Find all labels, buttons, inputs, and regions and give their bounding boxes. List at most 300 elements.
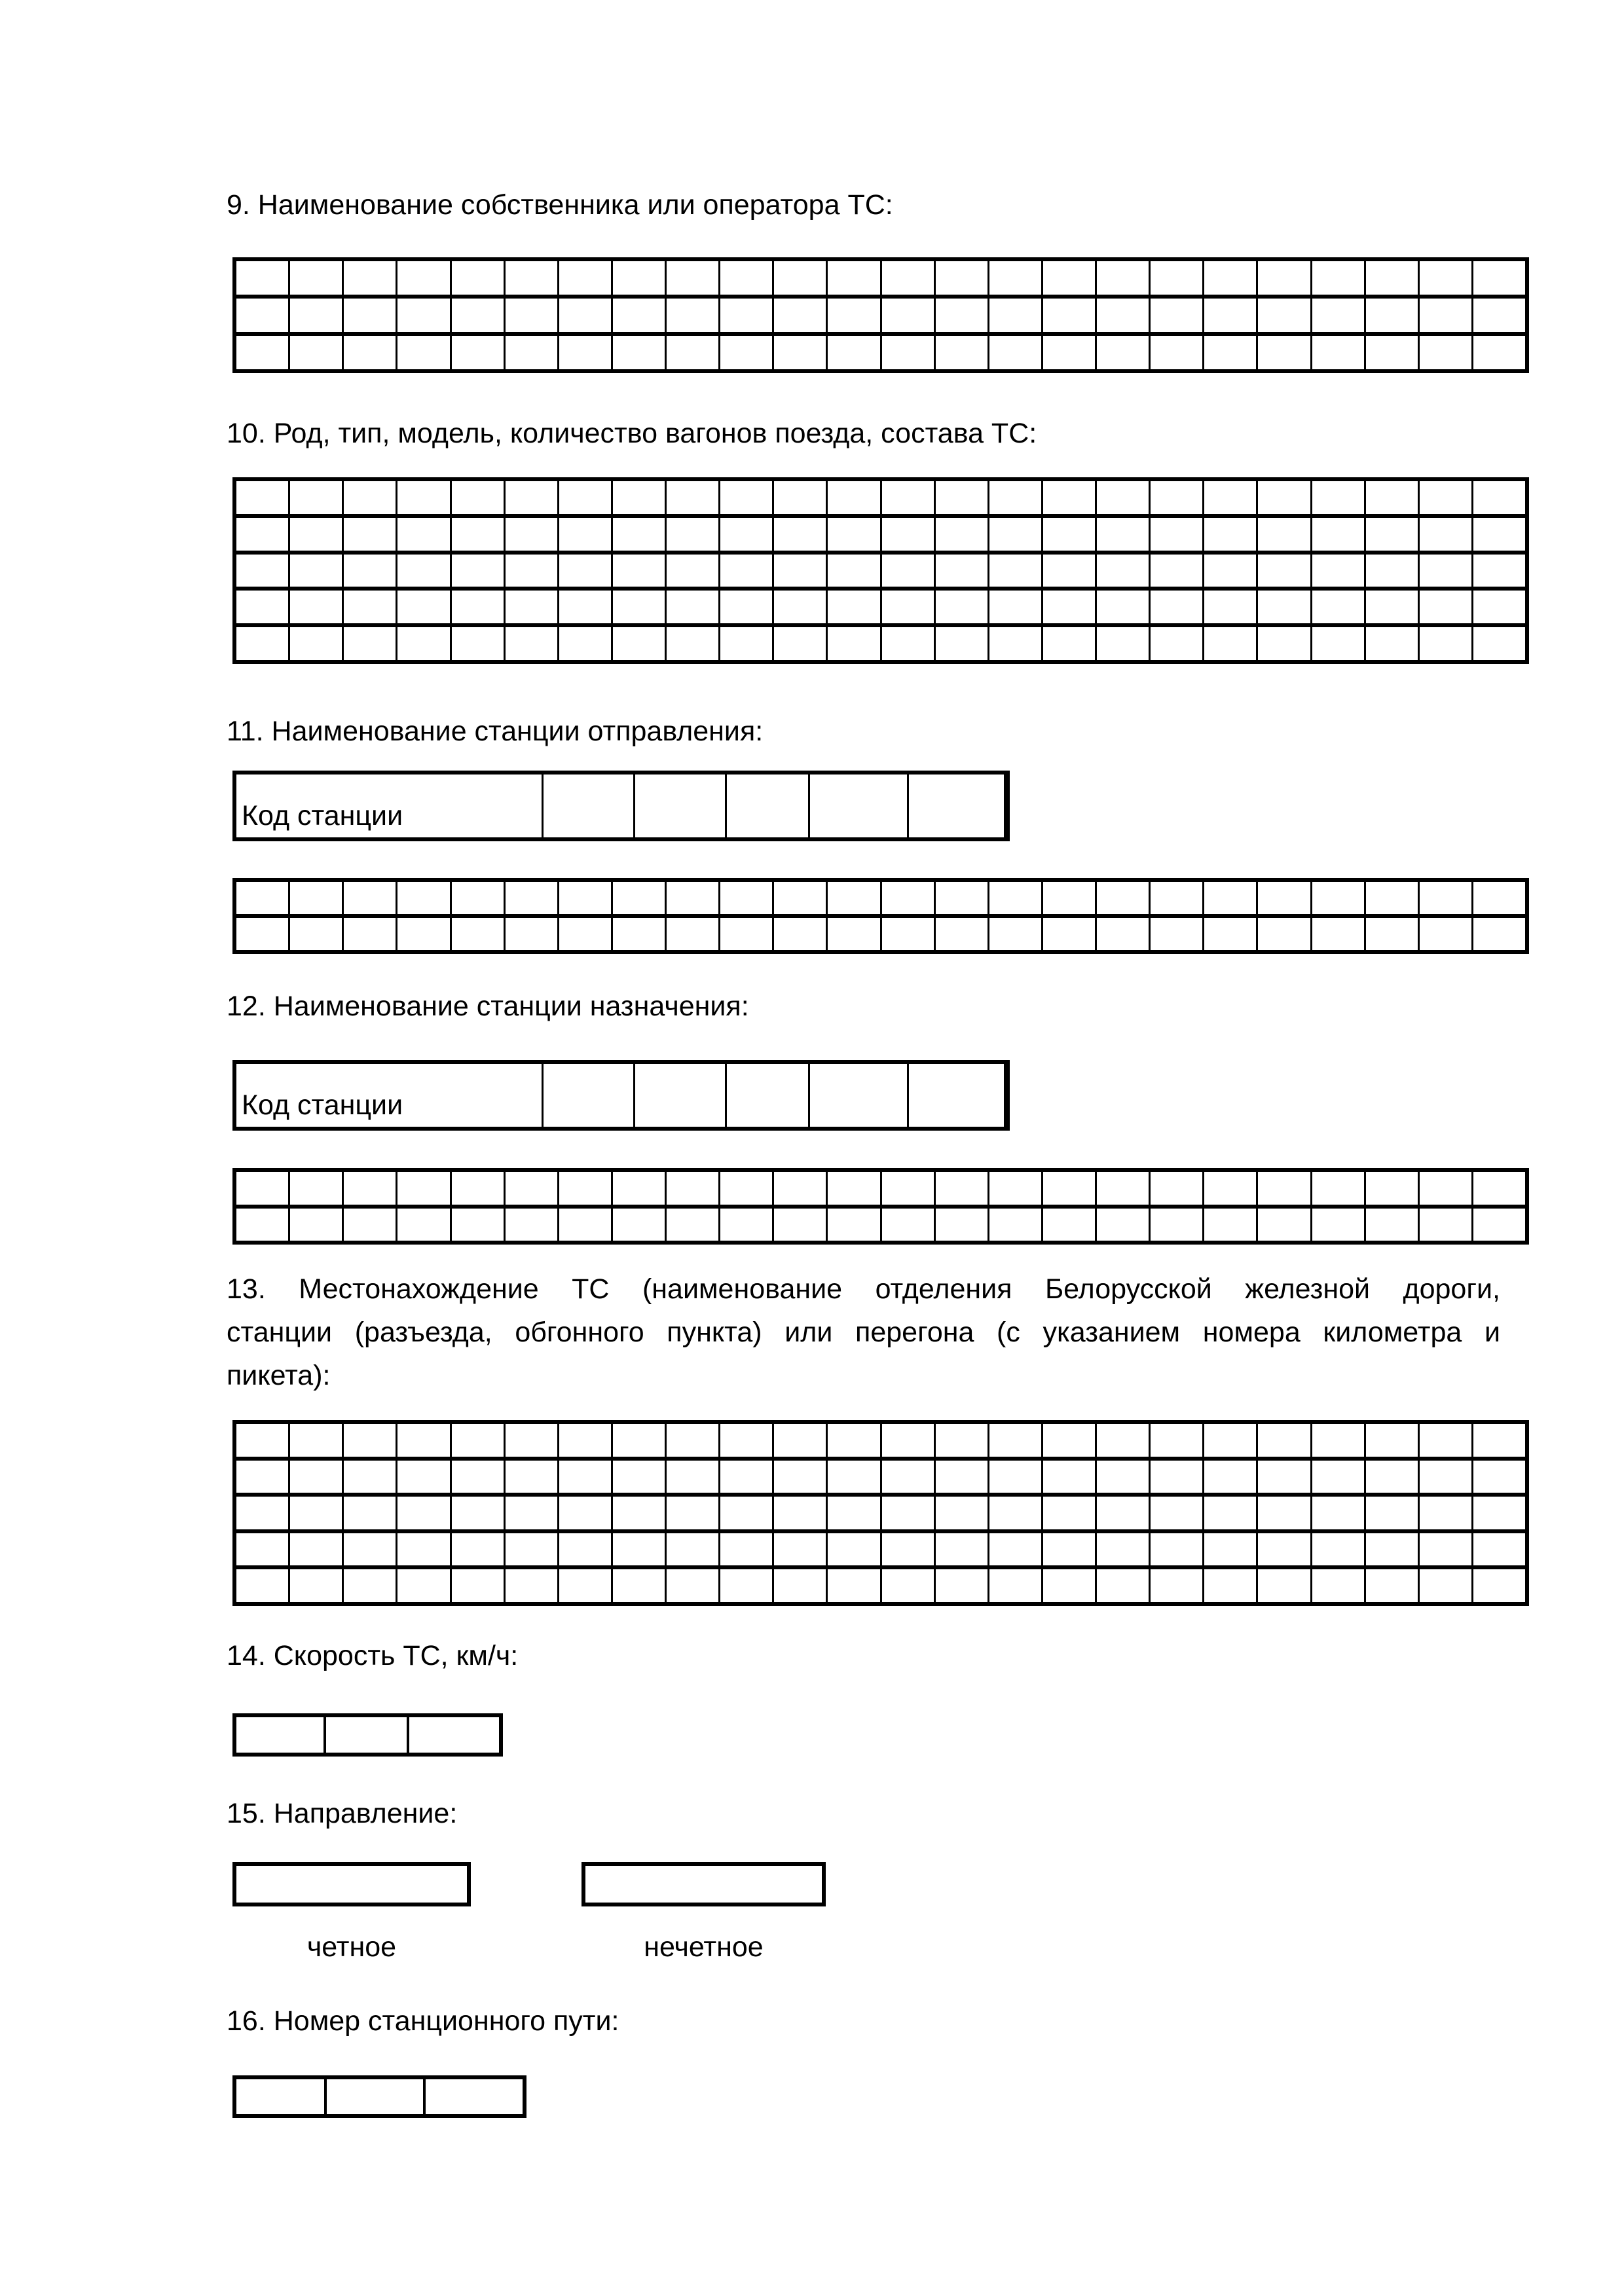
char-cell[interactable] [1473, 1209, 1525, 1241]
char-cell[interactable] [1420, 1497, 1471, 1529]
char-cell[interactable] [828, 555, 879, 587]
char-cell[interactable] [1258, 1569, 1310, 1602]
char-cell[interactable] [989, 336, 1041, 369]
char-cell[interactable] [667, 1569, 718, 1602]
char-cell[interactable] [1204, 261, 1256, 295]
char-cell[interactable] [1420, 918, 1471, 950]
char-cell[interactable] [397, 1533, 449, 1566]
char-cell[interactable] [559, 882, 611, 914]
char-cell[interactable] [236, 481, 288, 514]
station-code-cell[interactable] [727, 774, 808, 837]
char-cell[interactable] [397, 518, 449, 551]
char-cell[interactable] [1043, 336, 1095, 369]
char-cell[interactable] [506, 336, 557, 369]
char-cell[interactable] [1366, 591, 1418, 623]
char-cell[interactable] [506, 1497, 557, 1529]
char-cell[interactable] [559, 1533, 611, 1566]
char-cell[interactable] [1420, 882, 1471, 914]
char-cell[interactable] [452, 1209, 504, 1241]
char-cell[interactable] [613, 299, 665, 332]
char-cell[interactable] [720, 1172, 772, 1205]
char-cell[interactable] [1151, 481, 1202, 514]
char-cell[interactable] [936, 481, 987, 514]
item11-station-code-box[interactable] [232, 771, 1010, 841]
char-cell[interactable] [1258, 1172, 1310, 1205]
char-cell[interactable] [613, 555, 665, 587]
char-cell[interactable] [236, 918, 288, 950]
char-cell[interactable] [989, 299, 1041, 332]
char-cell[interactable] [1097, 627, 1149, 660]
char-cell[interactable] [936, 336, 987, 369]
char-cell[interactable] [936, 261, 987, 295]
char-cell[interactable] [613, 261, 665, 295]
char-cell[interactable] [667, 1533, 718, 1566]
char-cell[interactable] [720, 882, 772, 914]
char-cell[interactable] [290, 627, 342, 660]
char-cell[interactable] [1258, 1424, 1310, 1457]
char-cell[interactable] [236, 336, 288, 369]
char-cell[interactable] [774, 261, 826, 295]
char-cell[interactable] [1366, 336, 1418, 369]
char-cell[interactable] [720, 299, 772, 332]
char-cell[interactable] [613, 336, 665, 369]
char-cell[interactable] [452, 299, 504, 332]
char-cell[interactable] [667, 555, 718, 587]
char-cell[interactable] [344, 918, 396, 950]
char-cell[interactable] [667, 261, 718, 295]
char-cell[interactable] [720, 518, 772, 551]
char-cell[interactable] [236, 1497, 288, 1529]
char-cell[interactable] [1258, 336, 1310, 369]
char-cell[interactable] [1420, 1533, 1471, 1566]
char-cell[interactable] [1473, 918, 1525, 950]
char-cell[interactable] [1366, 1209, 1418, 1241]
char-cell[interactable] [397, 918, 449, 950]
char-cell[interactable] [506, 481, 557, 514]
char-cell[interactable] [1258, 555, 1310, 587]
char-cell[interactable] [882, 627, 934, 660]
char-cell[interactable] [936, 299, 987, 332]
char-cell[interactable] [828, 1497, 879, 1529]
char-cell[interactable] [397, 336, 449, 369]
char-cell[interactable] [1043, 591, 1095, 623]
char-cell[interactable] [828, 1209, 879, 1241]
char-cell[interactable] [236, 627, 288, 660]
char-cell[interactable] [1097, 518, 1149, 551]
char-cell[interactable] [1151, 918, 1202, 950]
char-cell[interactable] [236, 1533, 288, 1566]
char-cell[interactable] [613, 1209, 665, 1241]
char-cell[interactable] [1043, 1461, 1095, 1493]
char-cell[interactable] [936, 1424, 987, 1457]
char-cell[interactable] [290, 336, 342, 369]
char-cell[interactable] [559, 1172, 611, 1205]
char-cell[interactable] [1043, 518, 1095, 551]
char-cell[interactable] [397, 1172, 449, 1205]
char-cell[interactable] [1473, 1497, 1525, 1529]
char-cell[interactable] [1258, 261, 1310, 295]
char-cell[interactable] [559, 518, 611, 551]
char-cell[interactable] [989, 1497, 1041, 1529]
char-cell[interactable] [989, 1209, 1041, 1241]
char-cell[interactable] [1258, 299, 1310, 332]
char-cell[interactable] [1043, 1209, 1095, 1241]
item14-speed-box[interactable] [232, 1713, 503, 1757]
char-cell[interactable] [1043, 1172, 1095, 1205]
char-cell[interactable] [989, 882, 1041, 914]
char-cell[interactable] [1043, 882, 1095, 914]
char-cell[interactable] [1097, 882, 1149, 914]
char-cell[interactable] [290, 299, 342, 332]
char-cell[interactable] [344, 518, 396, 551]
char-cell[interactable] [1420, 591, 1471, 623]
char-cell[interactable] [613, 1497, 665, 1529]
char-cell[interactable] [1366, 882, 1418, 914]
char-cell[interactable] [828, 918, 879, 950]
char-cell[interactable] [1366, 1461, 1418, 1493]
char-cell[interactable] [1258, 1461, 1310, 1493]
char-cell[interactable] [290, 1497, 342, 1529]
char-cell[interactable] [1097, 1461, 1149, 1493]
char-cell[interactable] [236, 518, 288, 551]
item11-char-grid[interactable] [232, 878, 1529, 954]
char-cell[interactable] [290, 1209, 342, 1241]
char-cell[interactable] [613, 1424, 665, 1457]
track-cell[interactable] [327, 2079, 423, 2114]
char-cell[interactable] [1258, 1533, 1310, 1566]
char-cell[interactable] [1473, 518, 1525, 551]
char-cell[interactable] [828, 481, 879, 514]
char-cell[interactable] [774, 1569, 826, 1602]
char-cell[interactable] [667, 1172, 718, 1205]
char-cell[interactable] [452, 1497, 504, 1529]
char-cell[interactable] [559, 627, 611, 660]
char-cell[interactable] [1151, 518, 1202, 551]
char-cell[interactable] [452, 481, 504, 514]
char-cell[interactable] [1097, 481, 1149, 514]
char-cell[interactable] [667, 627, 718, 660]
item12-char-grid[interactable] [232, 1168, 1529, 1245]
char-cell[interactable] [236, 1461, 288, 1493]
char-cell[interactable] [882, 336, 934, 369]
char-cell[interactable] [720, 1569, 772, 1602]
char-cell[interactable] [882, 299, 934, 332]
char-cell[interactable] [397, 882, 449, 914]
char-cell[interactable] [1204, 336, 1256, 369]
station-code-cell[interactable] [544, 774, 633, 837]
char-cell[interactable] [936, 627, 987, 660]
char-cell[interactable] [774, 627, 826, 660]
char-cell[interactable] [720, 1533, 772, 1566]
char-cell[interactable] [236, 1424, 288, 1457]
char-cell[interactable] [667, 518, 718, 551]
char-cell[interactable] [613, 882, 665, 914]
char-cell[interactable] [882, 1461, 934, 1493]
char-cell[interactable] [1151, 1461, 1202, 1493]
char-cell[interactable] [506, 1209, 557, 1241]
char-cell[interactable] [1043, 261, 1095, 295]
char-cell[interactable] [613, 918, 665, 950]
char-cell[interactable] [774, 518, 826, 551]
char-cell[interactable] [452, 1172, 504, 1205]
char-cell[interactable] [1043, 627, 1095, 660]
char-cell[interactable] [236, 1172, 288, 1205]
char-cell[interactable] [290, 918, 342, 950]
char-cell[interactable] [1097, 555, 1149, 587]
char-cell[interactable] [936, 1497, 987, 1529]
station-code-cell[interactable] [544, 1064, 633, 1127]
char-cell[interactable] [506, 299, 557, 332]
direction-odd-checkbox[interactable] [581, 1862, 826, 1906]
char-cell[interactable] [452, 918, 504, 950]
speed-cell[interactable] [409, 1717, 499, 1753]
char-cell[interactable] [1258, 591, 1310, 623]
char-cell[interactable] [344, 336, 396, 369]
char-cell[interactable] [344, 1424, 396, 1457]
char-cell[interactable] [1312, 627, 1364, 660]
char-cell[interactable] [989, 518, 1041, 551]
char-cell[interactable] [774, 882, 826, 914]
char-cell[interactable] [1312, 1533, 1364, 1566]
char-cell[interactable] [1097, 1209, 1149, 1241]
char-cell[interactable] [506, 627, 557, 660]
char-cell[interactable] [559, 1569, 611, 1602]
char-cell[interactable] [1473, 299, 1525, 332]
char-cell[interactable] [344, 1497, 396, 1529]
char-cell[interactable] [774, 336, 826, 369]
char-cell[interactable] [828, 882, 879, 914]
char-cell[interactable] [1097, 336, 1149, 369]
char-cell[interactable] [1204, 1533, 1256, 1566]
char-cell[interactable] [989, 627, 1041, 660]
char-cell[interactable] [1151, 1533, 1202, 1566]
char-cell[interactable] [1151, 627, 1202, 660]
char-cell[interactable] [1204, 1172, 1256, 1205]
char-cell[interactable] [1258, 1497, 1310, 1529]
char-cell[interactable] [397, 299, 449, 332]
char-cell[interactable] [1473, 1172, 1525, 1205]
char-cell[interactable] [613, 1569, 665, 1602]
char-cell[interactable] [828, 336, 879, 369]
char-cell[interactable] [1043, 555, 1095, 587]
item13-char-grid[interactable] [232, 1420, 1529, 1606]
char-cell[interactable] [236, 1569, 288, 1602]
char-cell[interactable] [1366, 1424, 1418, 1457]
char-cell[interactable] [397, 261, 449, 295]
char-cell[interactable] [1473, 591, 1525, 623]
char-cell[interactable] [236, 299, 288, 332]
char-cell[interactable] [397, 1569, 449, 1602]
char-cell[interactable] [1151, 1209, 1202, 1241]
station-code-cell[interactable] [635, 1064, 725, 1127]
char-cell[interactable] [506, 261, 557, 295]
char-cell[interactable] [1258, 918, 1310, 950]
char-cell[interactable] [1312, 1461, 1364, 1493]
char-cell[interactable] [452, 555, 504, 587]
char-cell[interactable] [1312, 591, 1364, 623]
char-cell[interactable] [290, 1424, 342, 1457]
char-cell[interactable] [506, 882, 557, 914]
char-cell[interactable] [989, 591, 1041, 623]
char-cell[interactable] [1258, 882, 1310, 914]
char-cell[interactable] [1258, 481, 1310, 514]
char-cell[interactable] [452, 518, 504, 551]
char-cell[interactable] [720, 1461, 772, 1493]
char-cell[interactable] [1151, 261, 1202, 295]
char-cell[interactable] [1258, 518, 1310, 551]
char-cell[interactable] [613, 481, 665, 514]
char-cell[interactable] [1312, 261, 1364, 295]
char-cell[interactable] [828, 627, 879, 660]
char-cell[interactable] [1204, 627, 1256, 660]
char-cell[interactable] [667, 299, 718, 332]
station-code-cell[interactable] [727, 1064, 808, 1127]
char-cell[interactable] [1366, 627, 1418, 660]
char-cell[interactable] [882, 591, 934, 623]
char-cell[interactable] [559, 918, 611, 950]
track-cell[interactable] [426, 2079, 523, 2114]
char-cell[interactable] [1420, 627, 1471, 660]
char-cell[interactable] [989, 1424, 1041, 1457]
char-cell[interactable] [559, 1497, 611, 1529]
station-code-cell[interactable] [635, 774, 725, 837]
char-cell[interactable] [559, 481, 611, 514]
char-cell[interactable] [344, 1172, 396, 1205]
item9-char-grid[interactable] [232, 257, 1529, 373]
char-cell[interactable] [1043, 1424, 1095, 1457]
char-cell[interactable] [506, 591, 557, 623]
char-cell[interactable] [452, 1461, 504, 1493]
char-cell[interactable] [1312, 1209, 1364, 1241]
char-cell[interactable] [452, 1569, 504, 1602]
char-cell[interactable] [290, 481, 342, 514]
char-cell[interactable] [1312, 918, 1364, 950]
char-cell[interactable] [936, 591, 987, 623]
char-cell[interactable] [882, 882, 934, 914]
char-cell[interactable] [1366, 555, 1418, 587]
char-cell[interactable] [290, 555, 342, 587]
char-cell[interactable] [1473, 1424, 1525, 1457]
char-cell[interactable] [1366, 299, 1418, 332]
char-cell[interactable] [1420, 261, 1471, 295]
char-cell[interactable] [559, 261, 611, 295]
char-cell[interactable] [1204, 1209, 1256, 1241]
char-cell[interactable] [236, 1209, 288, 1241]
char-cell[interactable] [1151, 1172, 1202, 1205]
char-cell[interactable] [936, 1209, 987, 1241]
char-cell[interactable] [1204, 591, 1256, 623]
char-cell[interactable] [1097, 1497, 1149, 1529]
char-cell[interactable] [720, 1424, 772, 1457]
char-cell[interactable] [1043, 481, 1095, 514]
char-cell[interactable] [828, 1424, 879, 1457]
char-cell[interactable] [1473, 336, 1525, 369]
track-cell[interactable] [236, 2079, 324, 2114]
char-cell[interactable] [1366, 918, 1418, 950]
char-cell[interactable] [1043, 1497, 1095, 1529]
char-cell[interactable] [1420, 1424, 1471, 1457]
char-cell[interactable] [720, 555, 772, 587]
char-cell[interactable] [290, 518, 342, 551]
char-cell[interactable] [1151, 336, 1202, 369]
char-cell[interactable] [1151, 1569, 1202, 1602]
char-cell[interactable] [1097, 918, 1149, 950]
char-cell[interactable] [1258, 627, 1310, 660]
char-cell[interactable] [667, 1424, 718, 1457]
char-cell[interactable] [720, 1209, 772, 1241]
char-cell[interactable] [936, 555, 987, 587]
char-cell[interactable] [667, 882, 718, 914]
direction-even-checkbox[interactable] [232, 1862, 471, 1906]
char-cell[interactable] [1312, 481, 1364, 514]
char-cell[interactable] [1151, 591, 1202, 623]
char-cell[interactable] [1204, 1569, 1256, 1602]
char-cell[interactable] [1097, 591, 1149, 623]
char-cell[interactable] [667, 1461, 718, 1493]
char-cell[interactable] [452, 882, 504, 914]
speed-cell[interactable] [236, 1717, 323, 1753]
char-cell[interactable] [344, 299, 396, 332]
char-cell[interactable] [774, 1461, 826, 1493]
char-cell[interactable] [506, 1569, 557, 1602]
char-cell[interactable] [397, 627, 449, 660]
char-cell[interactable] [1473, 1569, 1525, 1602]
char-cell[interactable] [1043, 918, 1095, 950]
char-cell[interactable] [1204, 918, 1256, 950]
char-cell[interactable] [989, 1172, 1041, 1205]
char-cell[interactable] [1204, 1497, 1256, 1529]
char-cell[interactable] [1312, 555, 1364, 587]
char-cell[interactable] [559, 299, 611, 332]
char-cell[interactable] [667, 336, 718, 369]
char-cell[interactable] [506, 1424, 557, 1457]
char-cell[interactable] [344, 1209, 396, 1241]
char-cell[interactable] [236, 555, 288, 587]
char-cell[interactable] [936, 918, 987, 950]
char-cell[interactable] [667, 1209, 718, 1241]
char-cell[interactable] [882, 1497, 934, 1529]
char-cell[interactable] [1473, 627, 1525, 660]
char-cell[interactable] [882, 1569, 934, 1602]
char-cell[interactable] [344, 261, 396, 295]
char-cell[interactable] [506, 1172, 557, 1205]
char-cell[interactable] [882, 518, 934, 551]
char-cell[interactable] [1420, 1569, 1471, 1602]
char-cell[interactable] [613, 1172, 665, 1205]
char-cell[interactable] [1312, 1172, 1364, 1205]
char-cell[interactable] [1151, 1497, 1202, 1529]
char-cell[interactable] [1204, 518, 1256, 551]
char-cell[interactable] [882, 1172, 934, 1205]
char-cell[interactable] [1151, 882, 1202, 914]
char-cell[interactable] [506, 518, 557, 551]
char-cell[interactable] [613, 627, 665, 660]
char-cell[interactable] [989, 555, 1041, 587]
char-cell[interactable] [559, 591, 611, 623]
char-cell[interactable] [506, 555, 557, 587]
speed-cell[interactable] [326, 1717, 407, 1753]
char-cell[interactable] [559, 1209, 611, 1241]
char-cell[interactable] [774, 299, 826, 332]
char-cell[interactable] [882, 918, 934, 950]
char-cell[interactable] [344, 591, 396, 623]
char-cell[interactable] [1043, 299, 1095, 332]
char-cell[interactable] [1473, 882, 1525, 914]
item12-station-code-box[interactable] [232, 1060, 1010, 1131]
char-cell[interactable] [344, 882, 396, 914]
char-cell[interactable] [828, 1172, 879, 1205]
char-cell[interactable] [506, 1533, 557, 1566]
